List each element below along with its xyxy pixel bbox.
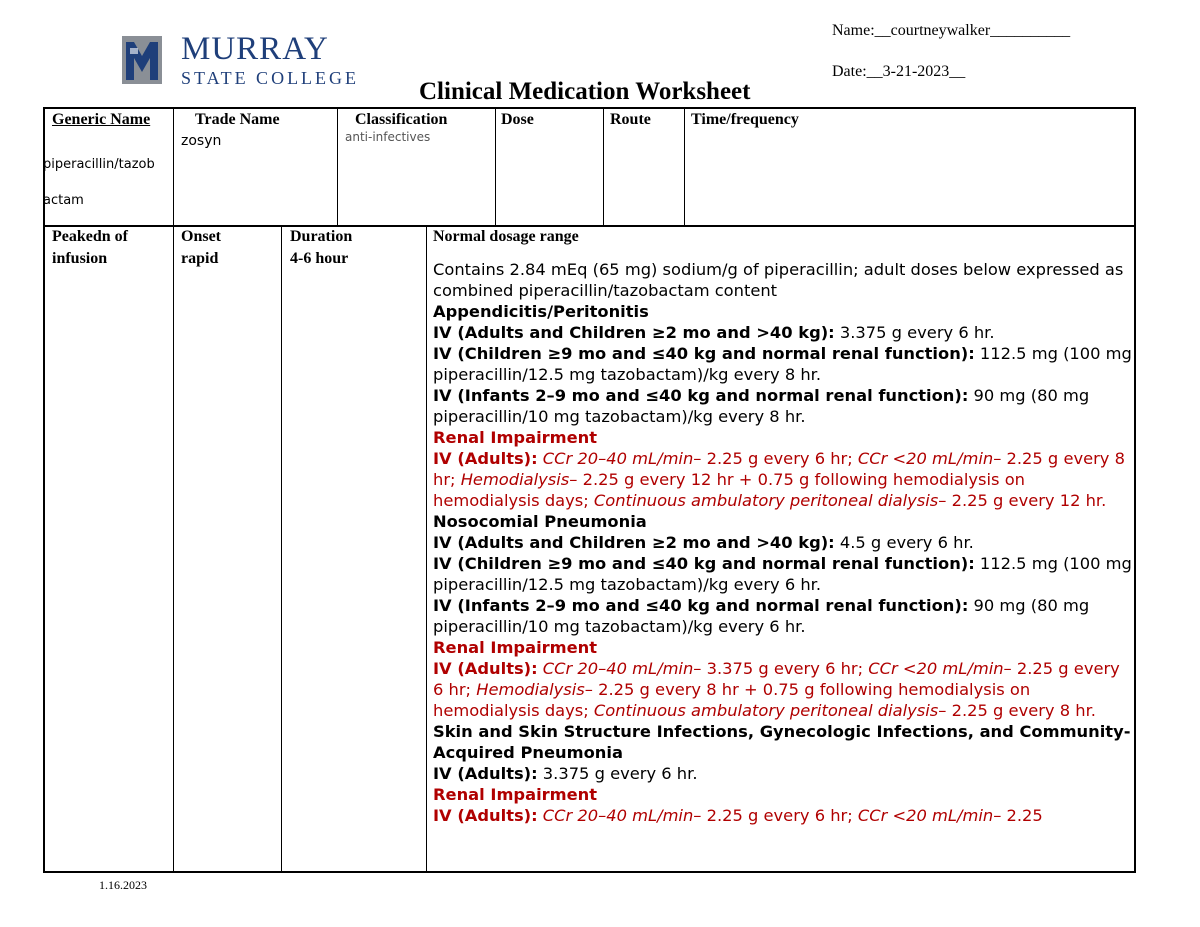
renal-line (433, 448, 1133, 511)
renal-capd: Continuous ambulatory peritoneal dialysis (593, 701, 939, 720)
dosage-line-text: 90 mg (80 mg piperacillin/10 mg tazobactam)/kg every 8 hr. (433, 386, 1090, 426)
section-heading: Nosocomial Pneumonia (433, 512, 647, 531)
renal-heading: Renal Impairment (433, 428, 598, 447)
dosage-line-label: IV (Infants 2–9 mo and ≤40 kg and normal renal function): (433, 596, 969, 615)
renal-hemodialysis: Hemodialysis (476, 680, 585, 699)
normal-dosage-label: Normal dosage range (433, 228, 579, 245)
name-field[interactable]: Name:__courtneywalker__________ (832, 22, 1071, 39)
logo-wordmark: MURRAY (181, 31, 329, 67)
dosage-line-label: IV (Children ≥9 mo and ≤40 kg and normal renal function): (433, 344, 975, 363)
dosage-line (433, 343, 1133, 385)
route-header: Route (610, 111, 651, 128)
murray-state-logo-icon (120, 34, 180, 86)
dosage-content[interactable] (433, 259, 1133, 826)
duration-value[interactable]: 4-6 hour (290, 250, 349, 267)
duration-label: Duration (290, 228, 353, 245)
col-divider (173, 109, 174, 226)
section-heading: Skin and Skin Structure Infections, Gynecologic Infections, and Community-Acquired Pneumonia (433, 722, 1131, 762)
renal-ccr: CCr <20 mL/min (857, 806, 994, 825)
renal-capd: Continuous ambulatory peritoneal dialysis (593, 491, 939, 510)
dosage-line (433, 595, 1133, 637)
col-divider (281, 226, 282, 871)
renal-text: – 2.25 g every 6 hr; (433, 659, 1120, 699)
dosage-intro: Contains 2.84 mEq (65 mg) sodium/g of piperacillin; adult doses below expressed as combined piperacillin/tazobactam content (433, 260, 1124, 300)
dosage-line (433, 763, 1133, 784)
dosage-line-text: 3.375 g every 6 hr. (834, 323, 995, 342)
col-divider (603, 109, 604, 226)
dosage-line-text: 90 mg (80 mg piperacillin/10 mg tazobactam)/kg every 6 hr. (433, 596, 1090, 636)
generic-name-value[interactable]: piperacillin/tazob (43, 157, 155, 172)
renal-text: – 2.25 g every 6 hr; (693, 806, 858, 825)
classification-value[interactable]: anti-infectives (345, 130, 431, 144)
dosage-line-text: 4.5 g every 6 hr. (834, 533, 974, 552)
footer-date: 1.16.2023 (99, 878, 147, 892)
dosage-line-label: IV (Infants 2–9 mo and ≤40 kg and normal renal function): (433, 386, 969, 405)
trade-name-value[interactable]: zosyn (181, 133, 222, 149)
trade-name-header: Trade Name (195, 111, 280, 128)
dosage-line-label: IV (Children ≥9 mo and ≤40 kg and normal renal function): (433, 554, 975, 573)
renal-ccr: CCr 20–40 mL/min (537, 806, 694, 825)
onset-value[interactable]: rapid (181, 250, 219, 267)
dosage-line (433, 385, 1133, 427)
onset-label: Onset (181, 228, 221, 245)
dosage-line (433, 553, 1133, 595)
renal-text: – 2.25 g every 8 hr + 0.75 g following hemodialysis on hemodialysis days; (433, 680, 1031, 720)
renal-line (433, 805, 1133, 826)
date-field[interactable]: Date:__3-21-2023__ (832, 63, 966, 80)
renal-heading: Renal Impairment (433, 638, 598, 657)
renal-text: – 2.25 g every 6 hr; (693, 449, 858, 468)
dosage-line-text: 112.5 mg (100 mg piperacillin/12.5 mg tazobactam)/kg every 6 hr. (433, 554, 1132, 594)
dosage-line-label: IV (Adults): (433, 764, 538, 783)
col-divider (495, 109, 496, 226)
renal-text: – 3.375 g every 6 hr; (693, 659, 869, 678)
time-frequency-header: Time/frequency (691, 111, 799, 128)
dosage-line-text: 3.375 g every 6 hr. (537, 764, 698, 783)
dosage-line-label: IV (Adults and Children ≥2 mo and >40 kg): (433, 323, 835, 342)
renal-text: – 2.25 g every 12 hr. (938, 491, 1107, 510)
generic-name-header: Generic Name (52, 111, 151, 128)
col-divider (426, 226, 427, 871)
renal-ccr: CCr <20 mL/min (868, 659, 1004, 678)
dosage-line (433, 322, 1133, 343)
col-divider (684, 109, 685, 226)
renal-text: – 2.25 g every 8 hr. (938, 701, 1096, 720)
generic-name-value-cont[interactable]: actam (43, 193, 84, 208)
renal-line-label: IV (Adults): (433, 449, 538, 468)
renal-ccr: CCr 20–40 mL/min (537, 659, 694, 678)
col-divider (337, 109, 338, 226)
section-heading: Appendicitis/Peritonitis (433, 302, 649, 321)
page-title: Clinical Medication Worksheet (419, 78, 751, 105)
renal-hemodialysis: Hemodialysis (460, 470, 570, 489)
logo-subtitle: STATE COLLEGE (181, 68, 360, 88)
peak-label-cont: infusion (52, 250, 108, 267)
renal-text: – 2.25 g every 12 hr + 0.75 g following hemodialysis on hemodialysis days; (433, 470, 1025, 510)
renal-ccr: CCr 20–40 mL/min (537, 449, 694, 468)
renal-ccr: CCr <20 mL/min (857, 449, 994, 468)
peak-label: Peakedn of (52, 228, 128, 245)
renal-heading: Renal Impairment (433, 785, 598, 804)
col-divider (173, 226, 174, 871)
classification-header: Classification (355, 111, 448, 128)
renal-line-label: IV (Adults): (433, 659, 538, 678)
dosage-line (433, 532, 1133, 553)
dose-header: Dose (501, 111, 534, 128)
renal-text: – 2.25 (993, 806, 1043, 825)
dosage-line-label: IV (Adults and Children ≥2 mo and >40 kg): (433, 533, 835, 552)
renal-text: – 2.25 g every 8 hr; (433, 449, 1125, 489)
dosage-line-text: 112.5 mg (100 mg piperacillin/12.5 mg tazobactam)/kg every 8 hr. (433, 344, 1132, 384)
renal-line (433, 658, 1133, 721)
renal-line-label: IV (Adults): (433, 806, 538, 825)
